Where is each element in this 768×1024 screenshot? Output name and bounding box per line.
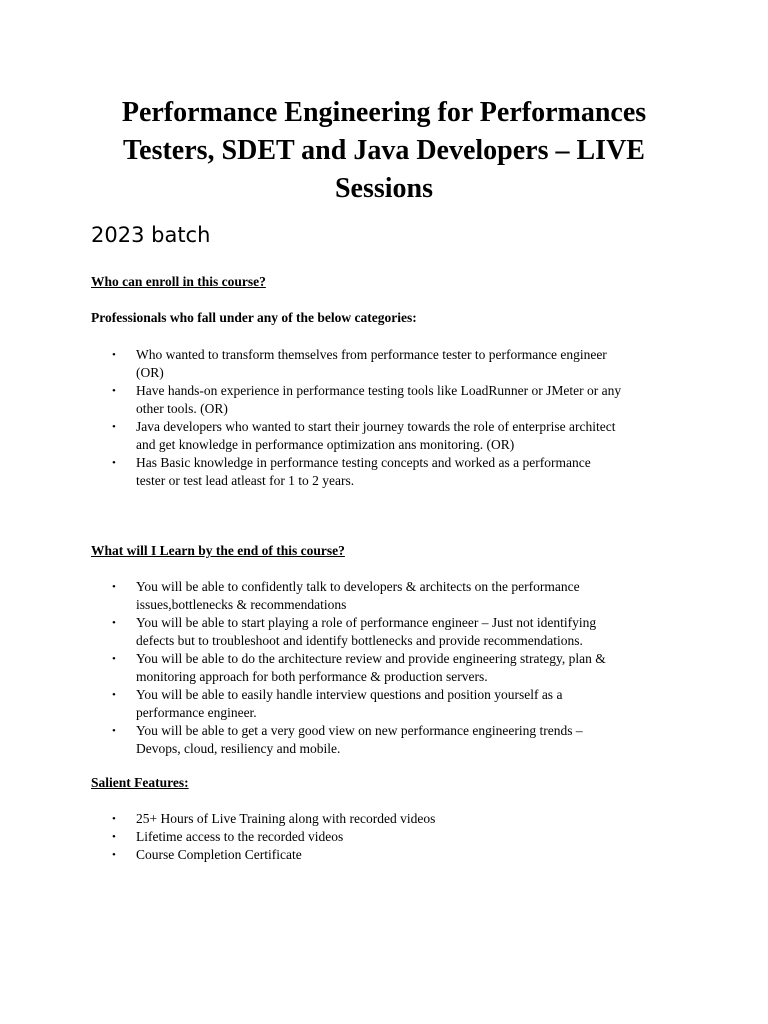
bullet-icon: • — [112, 617, 116, 629]
list-item-line: You will be able to start playing a role of performance engineer – Just not identifying — [136, 615, 597, 630]
list-item — [91, 650, 691, 686]
enroll-heading: Who can enroll in this course? — [91, 274, 266, 289]
list-item-line: defects but to troubleshoot and identify bottlenecks and provide recommendations. — [136, 633, 583, 648]
document-title — [60, 94, 708, 208]
bullet-icon: • — [112, 849, 116, 861]
enroll-subheading: Professionals who fall under any of the below categories: — [91, 310, 417, 325]
list-item — [91, 454, 691, 490]
list-item — [91, 722, 691, 758]
list-item-line: Java developers who wanted to start their journey towards the role of enterprise architect — [136, 419, 616, 434]
learn-list — [91, 578, 691, 758]
list-item-line: Course Completion Certificate — [136, 847, 302, 862]
title-line: Testers, SDET and Java Developers – LIVE — [123, 135, 645, 166]
list-item-line: performance engineer. — [136, 705, 257, 720]
learn-heading: What will I Learn by the end of this course? — [91, 543, 345, 558]
list-item-line: Lifetime access to the recorded videos — [136, 829, 344, 844]
list-item-line: tester or test lead atleast for 1 to 2 years. — [136, 473, 355, 488]
bullet-icon: • — [112, 689, 116, 701]
list-item-line: 25+ Hours of Live Training along with recorded videos — [136, 811, 436, 826]
bullet-icon: • — [112, 581, 116, 593]
bullet-icon: • — [112, 457, 116, 469]
list-item — [91, 810, 691, 828]
list-item-line: and get knowledge in performance optimization ans monitoring. (OR) — [136, 437, 515, 452]
bullet-icon: • — [112, 813, 116, 825]
features-heading: Salient Features: — [91, 775, 189, 790]
bullet-icon: • — [112, 653, 116, 665]
bullet-icon: • — [112, 831, 116, 843]
list-item-line: (OR) — [136, 365, 164, 380]
list-item-line: You will be able to confidently talk to developers & architects on the performance — [136, 579, 580, 594]
batch-label: 2023 batch — [91, 223, 211, 247]
list-item-line: You will be able to easily handle interview questions and position yourself as a — [136, 687, 563, 702]
title-line: Sessions — [334, 173, 434, 204]
list-item-line: monitoring approach for both performance & production servers. — [136, 669, 488, 684]
bullet-icon: • — [112, 385, 116, 397]
list-item — [91, 578, 691, 614]
list-item-line: You will be able to do the architecture review and provide engineering strategy, plan & — [136, 651, 606, 666]
list-item — [91, 382, 691, 418]
list-item — [91, 614, 691, 650]
bullet-icon: • — [112, 725, 116, 737]
list-item-line: Have hands-on experience in performance testing tools like LoadRunner or JMeter or any — [136, 383, 622, 398]
title-line: Performance Engineering for Performances — [121, 97, 647, 128]
list-item — [91, 846, 691, 864]
bullet-icon: • — [112, 421, 116, 433]
list-item-line: issues,bottlenecks & recommendations — [136, 597, 347, 612]
list-item — [91, 828, 691, 846]
features-list — [91, 810, 691, 864]
list-item-line: other tools. (OR) — [136, 401, 228, 416]
enroll-list — [91, 346, 691, 490]
list-item-line: Has Basic knowledge in performance testing concepts and worked as a performance — [136, 455, 591, 470]
list-item-line: You will be able to get a very good view on new performance engineering trends – — [136, 723, 583, 738]
bullet-icon: • — [112, 349, 116, 361]
list-item — [91, 418, 691, 454]
list-item — [91, 346, 691, 382]
list-item-line: Devops, cloud, resiliency and mobile. — [136, 741, 341, 756]
list-item-line: Who wanted to transform themselves from performance tester to performance engineer — [136, 347, 607, 362]
list-item — [91, 686, 691, 722]
